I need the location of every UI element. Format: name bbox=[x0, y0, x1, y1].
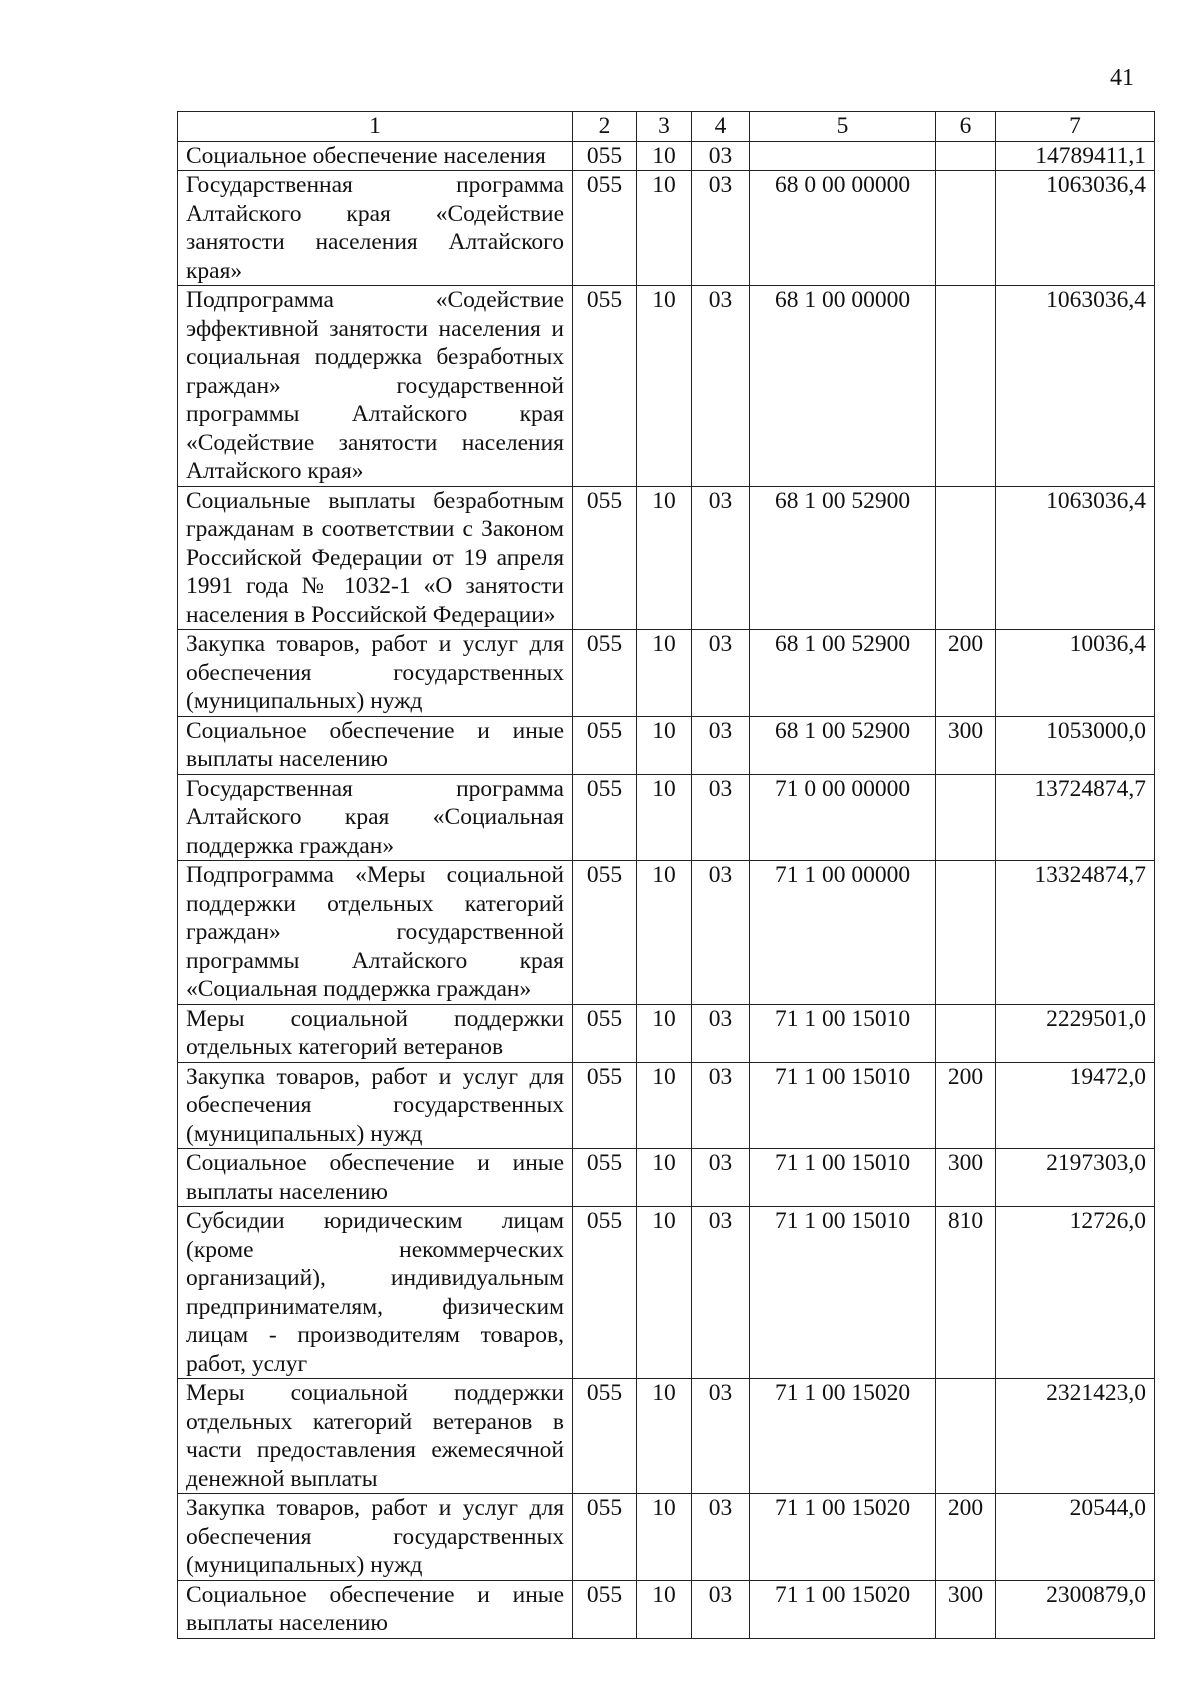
section-code-cell: 10 bbox=[637, 141, 692, 171]
column-header: 4 bbox=[692, 112, 750, 142]
page-number: 41 bbox=[1110, 65, 1134, 91]
column-header: 3 bbox=[637, 112, 692, 142]
expense-type-cell: 200 bbox=[936, 1062, 996, 1149]
table-row bbox=[178, 1379, 1155, 1494]
table-row bbox=[178, 774, 1155, 861]
section-code-cell: 10 bbox=[637, 1580, 692, 1638]
row-name-cell: Меры социальной поддержки отдельных категорий ветеранов в части предоставления ежемесячной денежной выплаты bbox=[178, 1379, 573, 1494]
ved-code-cell: 055 bbox=[573, 1004, 637, 1062]
expense-type-cell: 810 bbox=[936, 1207, 996, 1379]
target-article-cell: 71 1 00 15020 bbox=[750, 1580, 936, 1638]
table-row bbox=[178, 861, 1155, 1005]
ved-code-cell: 055 bbox=[573, 1379, 637, 1494]
ved-code-cell: 055 bbox=[573, 171, 637, 286]
expense-type-cell bbox=[936, 141, 996, 171]
amount-cell: 13724874,7 bbox=[996, 774, 1155, 861]
subsection-code-cell: 03 bbox=[692, 861, 750, 1005]
target-article-cell bbox=[750, 141, 936, 171]
table-row bbox=[178, 1580, 1155, 1638]
ved-code-cell: 055 bbox=[573, 630, 637, 717]
expense-type-cell bbox=[936, 1379, 996, 1494]
ved-code-cell: 055 bbox=[573, 286, 637, 487]
amount-cell: 2197303,0 bbox=[996, 1149, 1155, 1207]
expense-type-cell bbox=[936, 486, 996, 630]
amount-cell: 12726,0 bbox=[996, 1207, 1155, 1379]
section-code-cell: 10 bbox=[637, 286, 692, 487]
ved-code-cell: 055 bbox=[573, 141, 637, 171]
subsection-code-cell: 03 bbox=[692, 1207, 750, 1379]
expense-type-cell: 300 bbox=[936, 716, 996, 774]
expense-type-cell bbox=[936, 171, 996, 286]
amount-cell: 2300879,0 bbox=[996, 1580, 1155, 1638]
table-row bbox=[178, 1494, 1155, 1581]
table-row bbox=[178, 716, 1155, 774]
row-name-cell: Субсидии юридическим лицам (кроме некоммерческих организаций), индивидуальным предпринимателям, физическим лицам - производителям товаров, работ, услуг bbox=[178, 1207, 573, 1379]
row-name-cell: Социальные выплаты безработным гражданам в соответствии с Законом Российской Федерации от 19 апреля 1991 года № 1032-1 «О занятости населения в Российской Федерации» bbox=[178, 486, 573, 630]
table-row bbox=[178, 486, 1155, 630]
target-article-cell: 71 1 00 15010 bbox=[750, 1149, 936, 1207]
subsection-code-cell: 03 bbox=[692, 774, 750, 861]
section-code-cell: 10 bbox=[637, 1062, 692, 1149]
budget-table bbox=[177, 111, 1155, 1639]
target-article-cell: 71 1 00 15010 bbox=[750, 1207, 936, 1379]
row-name-cell: Подпрограмма «Меры социальной поддержки отдельных категорий граждан» государственной программы Алтайского края «Социальная поддержка граждан» bbox=[178, 861, 573, 1005]
row-name-cell: Меры социальной поддержки отдельных категорий ветеранов bbox=[178, 1004, 573, 1062]
subsection-code-cell: 03 bbox=[692, 486, 750, 630]
row-name-cell: Закупка товаров, работ и услуг для обеспечения государственных (муниципальных) нужд bbox=[178, 1494, 573, 1581]
row-name-cell: Подпрограмма «Содействие эффективной занятости населения и социальная поддержка безработных граждан» государственной программы Алтайского края «Содействие занятости населения Алтайского края» bbox=[178, 286, 573, 487]
amount-cell: 14789411,1 bbox=[996, 141, 1155, 171]
ved-code-cell: 055 bbox=[573, 1149, 637, 1207]
subsection-code-cell: 03 bbox=[692, 1379, 750, 1494]
column-header: 1 bbox=[178, 112, 573, 142]
row-name-cell: Закупка товаров, работ и услуг для обеспечения государственных (муниципальных) нужд bbox=[178, 1062, 573, 1149]
subsection-code-cell: 03 bbox=[692, 1149, 750, 1207]
table-row bbox=[178, 1207, 1155, 1379]
ved-code-cell: 055 bbox=[573, 716, 637, 774]
expense-type-cell: 300 bbox=[936, 1580, 996, 1638]
amount-cell: 2229501,0 bbox=[996, 1004, 1155, 1062]
target-article-cell: 68 1 00 52900 bbox=[750, 630, 936, 717]
subsection-code-cell: 03 bbox=[692, 286, 750, 487]
amount-cell: 1063036,4 bbox=[996, 286, 1155, 487]
subsection-code-cell: 03 bbox=[692, 1494, 750, 1581]
amount-cell: 20544,0 bbox=[996, 1494, 1155, 1581]
column-header: 7 bbox=[996, 112, 1155, 142]
row-name-cell: Социальное обеспечение и иные выплаты населению bbox=[178, 716, 573, 774]
row-name-cell: Социальное обеспечение и иные выплаты населению bbox=[178, 1580, 573, 1638]
column-header: 5 bbox=[750, 112, 936, 142]
section-code-cell: 10 bbox=[637, 1149, 692, 1207]
expense-type-cell bbox=[936, 861, 996, 1005]
row-name-cell: Государственная программа Алтайского края «Содействие занятости населения Алтайского края» bbox=[178, 171, 573, 286]
expense-type-cell bbox=[936, 774, 996, 861]
target-article-cell: 68 1 00 52900 bbox=[750, 716, 936, 774]
ved-code-cell: 055 bbox=[573, 1494, 637, 1581]
ved-code-cell: 055 bbox=[573, 486, 637, 630]
target-article-cell: 68 1 00 52900 bbox=[750, 486, 936, 630]
amount-cell: 2321423,0 bbox=[996, 1379, 1155, 1494]
subsection-code-cell: 03 bbox=[692, 716, 750, 774]
section-code-cell: 10 bbox=[637, 630, 692, 717]
target-article-cell: 71 1 00 00000 bbox=[750, 861, 936, 1005]
amount-cell: 13324874,7 bbox=[996, 861, 1155, 1005]
row-name-cell: Государственная программа Алтайского края «Социальная поддержка граждан» bbox=[178, 774, 573, 861]
table-row bbox=[178, 286, 1155, 487]
table-row bbox=[178, 630, 1155, 717]
row-name-cell: Социальное обеспечение населения bbox=[178, 141, 573, 171]
target-article-cell: 68 0 00 00000 bbox=[750, 171, 936, 286]
ved-code-cell: 055 bbox=[573, 774, 637, 861]
amount-cell: 19472,0 bbox=[996, 1062, 1155, 1149]
column-header: 2 bbox=[573, 112, 637, 142]
expense-type-cell bbox=[936, 1004, 996, 1062]
target-article-cell: 71 1 00 15020 bbox=[750, 1494, 936, 1581]
subsection-code-cell: 03 bbox=[692, 630, 750, 717]
target-article-cell: 71 1 00 15010 bbox=[750, 1004, 936, 1062]
target-article-cell: 68 1 00 00000 bbox=[750, 286, 936, 487]
section-code-cell: 10 bbox=[637, 861, 692, 1005]
section-code-cell: 10 bbox=[637, 486, 692, 630]
ved-code-cell: 055 bbox=[573, 1062, 637, 1149]
target-article-cell: 71 1 00 15020 bbox=[750, 1379, 936, 1494]
target-article-cell: 71 1 00 15010 bbox=[750, 1062, 936, 1149]
table-row bbox=[178, 171, 1155, 286]
table-row bbox=[178, 1004, 1155, 1062]
amount-cell: 1063036,4 bbox=[996, 171, 1155, 286]
row-name-cell: Социальное обеспечение и иные выплаты населению bbox=[178, 1149, 573, 1207]
section-code-cell: 10 bbox=[637, 171, 692, 286]
subsection-code-cell: 03 bbox=[692, 1004, 750, 1062]
amount-cell: 1063036,4 bbox=[996, 486, 1155, 630]
subsection-code-cell: 03 bbox=[692, 1062, 750, 1149]
expense-type-cell: 300 bbox=[936, 1149, 996, 1207]
expense-type-cell: 200 bbox=[936, 630, 996, 717]
subsection-code-cell: 03 bbox=[692, 1580, 750, 1638]
ved-code-cell: 055 bbox=[573, 861, 637, 1005]
table-row bbox=[178, 141, 1155, 171]
table-row bbox=[178, 1149, 1155, 1207]
row-name-cell: Закупка товаров, работ и услуг для обеспечения государственных (муниципальных) нужд bbox=[178, 630, 573, 717]
subsection-code-cell: 03 bbox=[692, 141, 750, 171]
ved-code-cell: 055 bbox=[573, 1580, 637, 1638]
ved-code-cell: 055 bbox=[573, 1207, 637, 1379]
column-header: 6 bbox=[936, 112, 996, 142]
section-code-cell: 10 bbox=[637, 716, 692, 774]
target-article-cell: 71 0 00 00000 bbox=[750, 774, 936, 861]
amount-cell: 10036,4 bbox=[996, 630, 1155, 717]
section-code-cell: 10 bbox=[637, 1004, 692, 1062]
expense-type-cell bbox=[936, 286, 996, 487]
table-header-row bbox=[178, 112, 1155, 142]
table-row bbox=[178, 1062, 1155, 1149]
section-code-cell: 10 bbox=[637, 1207, 692, 1379]
subsection-code-cell: 03 bbox=[692, 171, 750, 286]
expense-type-cell: 200 bbox=[936, 1494, 996, 1581]
section-code-cell: 10 bbox=[637, 1379, 692, 1494]
section-code-cell: 10 bbox=[637, 1494, 692, 1581]
amount-cell: 1053000,0 bbox=[996, 716, 1155, 774]
table-body bbox=[178, 141, 1155, 1638]
section-code-cell: 10 bbox=[637, 774, 692, 861]
